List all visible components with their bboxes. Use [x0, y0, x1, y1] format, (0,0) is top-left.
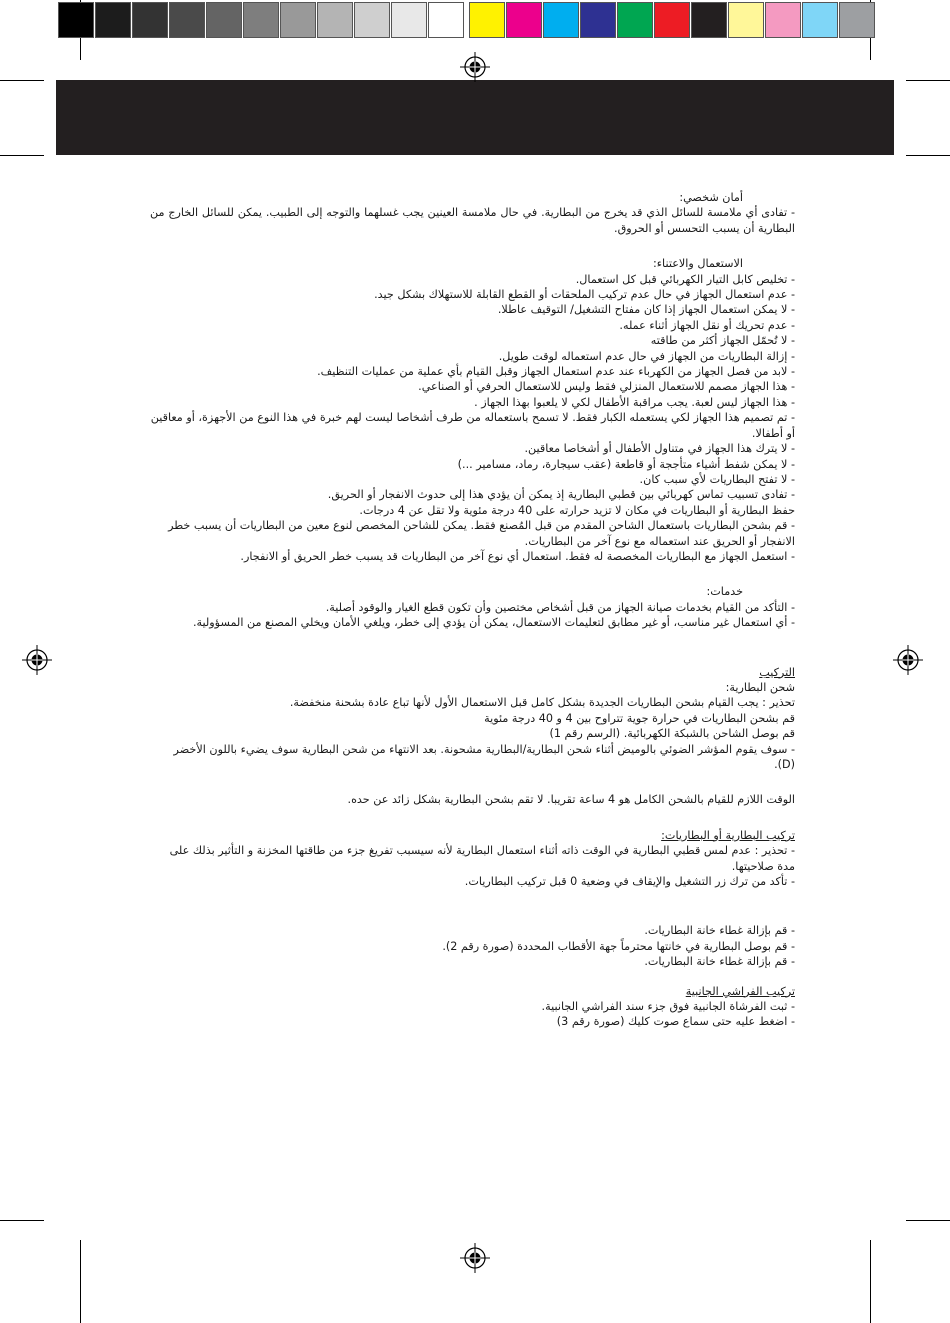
- color-swatch: [243, 2, 279, 38]
- color-swatch: [728, 2, 764, 38]
- color-swatch: [765, 2, 801, 38]
- charging-line: - سوف يقوم المؤشر الضوئي بالوميض أثناء شحن البطارية/البطارية مشحونة. بعد الانتهاء من شحن البطارية سوف يضيء باللون الأخضر (D).: [173, 742, 795, 771]
- list-item: - لا تُحمّل الجهاز أكثر من طاقته: [650, 334, 795, 348]
- list-item: - لابد من فصل الجهاز من الكهرباء عند عدم استعمال الجهاز وقبل القيام بأي عملية من عمليات التنظيف.: [317, 365, 795, 379]
- crop-mark: [0, 80, 44, 81]
- crop-mark: [80, 1240, 81, 1323]
- registration-mark-icon: [460, 52, 490, 82]
- registration-mark-icon: [460, 1243, 490, 1273]
- list-item: - عدم تحريك أو نقل الجهاز أثناء عمله.: [619, 318, 795, 332]
- color-swatch: [543, 2, 579, 38]
- crop-mark: [906, 1220, 950, 1221]
- brush-step: - ثبت الفرشاة الجانبية فوق جزء سند الفراشي الجانبية.: [541, 1000, 795, 1014]
- battery-step: - قم بإزالة غطاء خانة البطاريات.: [644, 955, 795, 969]
- section-title-use-care: الاستعمال والاعتناء:: [653, 257, 743, 271]
- list-item: - استعمل الجهاز مع البطاريات المخصصة له فقط. استعمال أي نوع آخر من البطاريات قد يسبب خطر الحريق أو الانفجار.: [240, 549, 795, 563]
- color-swatch: [580, 2, 616, 38]
- list-item: - هذا الجهاز مصمم للاستعمال المنزلي فقط وليس للاستعمال الحرفي أو الصناعي.: [418, 380, 795, 394]
- list-item: - قم بشحن البطاريات باستعمال الشاحن المقدم من قبل المُصنع فقط. يمكن للشاحن المخصص لنوع معين من البطاريات أن يسبب خطر الانفجار أو الحريق عند استعماله مع نوع آخر من البطاريات.: [168, 519, 795, 548]
- color-swatch: [839, 2, 875, 38]
- list-item: - لا يمكن استعمال الجهاز إذا كان مفتاح التشغيل/ التوقيف عاطلا.: [497, 303, 795, 317]
- battery-line: - تأكد من ترك زر التشغيل والإيقاف في وضعية 0 قبل تركيب البطاريات.: [464, 875, 795, 889]
- use-care-list: [150, 272, 795, 565]
- section-title-safety: أمان شخصي:: [679, 191, 743, 204]
- color-swatch: [354, 2, 390, 38]
- color-swatch: [206, 2, 242, 38]
- color-swatch: [169, 2, 205, 38]
- crop-mark: [906, 80, 950, 81]
- color-swatch: [469, 2, 505, 38]
- brush-step: - اضغط عليه حتى سماع صوت كليك (صورة رقم 3): [556, 1015, 795, 1029]
- color-swatch: [654, 2, 690, 38]
- crop-mark: [870, 1240, 871, 1323]
- list-item: - تخليص كابل التيار الكهربائي قبل كل استعمال.: [575, 272, 795, 286]
- color-swatch: [95, 2, 131, 38]
- subsection-title-charging: شحن البطارية:: [725, 680, 795, 694]
- list-item: - أي استعمال غير مناسب، أو غير مطابق لتعليمات الاستعمال، يمكن أن يؤدي إلى خطر، ويلغي الأمان ويخلي المصنع من المسؤولية.: [192, 616, 795, 630]
- charging-time: الوقت اللازم للقيام بالشحن الكامل هو 4 ساعة تقريبا. لا تقم بشحن البطارية بشكل زائد عن حده.: [347, 793, 795, 807]
- safety-item: - تفادى أي ملامسة للسائل الذي قد يخرج من البطارية. في حال ملامسة العينين يجب غسلهما والتوجه إلى الطبيب. يمكن للسائل الخارج من البطارية أن يسبب التحسس أو الحروق.: [150, 206, 795, 235]
- crop-mark: [0, 155, 44, 156]
- crop-mark: [906, 155, 950, 156]
- battery-step: - قم بإزالة غطاء خانة البطاريات.: [644, 924, 795, 938]
- color-swatch: [317, 2, 353, 38]
- list-item: - إزالة البطاريات من الجهاز في حال عدم استعماله لوقت طويل.: [498, 349, 795, 363]
- color-swatch: [280, 2, 316, 38]
- section-title-brushes: تركيب الفراشي الجانبية: [685, 984, 795, 998]
- battery-line: - تحذير : عدم لمس قطبي البطارية في الوقت ذاته أثناء استعمال البطارية لأنه سيسبب تفريغ جزء من طاقتها المخزنة و التأثير بذلك على مدة صلاحيتها.: [169, 844, 795, 873]
- charging-line: قم بشحن البطاريات في حرارة جوية تتراوح بين 4 و 40 درجة مئوية: [484, 711, 795, 725]
- registration-mark-icon: [22, 645, 52, 675]
- document-body: [150, 190, 795, 1030]
- section-title-services: خدمات:: [706, 585, 743, 599]
- list-item: - لا يترك هذا الجهاز في متناول الأطفال أو أشخاصا معاقين.: [524, 442, 795, 456]
- section-title-battery-install: تركيب البطارية أو البطاريات:: [661, 828, 795, 842]
- header-band: [56, 80, 894, 155]
- registration-mark-icon: [893, 645, 923, 675]
- color-swatch: [691, 2, 727, 38]
- color-swatch: [802, 2, 838, 38]
- list-item: حفظ البطارية أو البطاريات في مكان لا تزيد حرارته على 40 درجة مئوية ولا تقل عن 4 درجات.: [359, 503, 795, 517]
- section-title-assembly: التركيب: [759, 665, 795, 679]
- color-swatch: [506, 2, 542, 38]
- color-swatch: [58, 2, 94, 38]
- charging-line: تحذير : يجب القيام بشحن البطاريات الجديدة بشكل كامل قبل الاستعمال الأول لأنها تباع عادة بشحنة منخفضة.: [289, 696, 795, 710]
- color-swatch: [132, 2, 168, 38]
- list-item: - لا تفتح البطاريات لأي سبب كان.: [639, 472, 795, 486]
- color-swatch: [391, 2, 427, 38]
- color-swatch: [428, 2, 464, 38]
- charging-line: قم بوصل الشاحن بالشبكة الكهربائية. (الرسم رقم 1): [549, 727, 795, 741]
- crop-mark: [0, 1220, 44, 1221]
- list-item: - التأكد من القيام بخدمات صيانة الجهاز من قبل أشخاص مختصين وأن تكون قطع الغيار والوقود أصلية.: [325, 600, 795, 614]
- color-calibration-bar: [58, 2, 876, 38]
- list-item: - عدم استعمال الجهاز في حال عدم تركيب الملحقات أو القطع القابلة للاستهلاك بشكل جيد.: [374, 288, 795, 302]
- list-item: - تم تصميم هذا الجهاز لكي يستعمله الكبار فقط. لا تسمح باستعماله من طرف أشخاصا ليست لهم خبرة في هذا النوع من الأجهزة، أو معاقين أو أطفالا.: [150, 411, 795, 440]
- color-swatch: [617, 2, 653, 38]
- battery-step: - قم بوصل البطارية في خانتها محترماً جهة الأقطاب المحددة (صورة رقم 2).: [442, 939, 795, 953]
- list-item: - تفادى تسبيب تماس كهربائي بين قطبي البطارية إذ يمكن أن يؤدي هذا إلى حدوث الانفجار أو الحريق.: [327, 488, 795, 502]
- list-item: - هذا الجهاز ليس لعبة. يجب مراقبة الأطفال لكي لا يلعبوا بهذا الجهاز .: [474, 395, 795, 409]
- list-item: - لا يمكن شفط أشياء متأججة أو قاطعة (عقب سيجارة، رماد، مسامير ...): [457, 457, 795, 471]
